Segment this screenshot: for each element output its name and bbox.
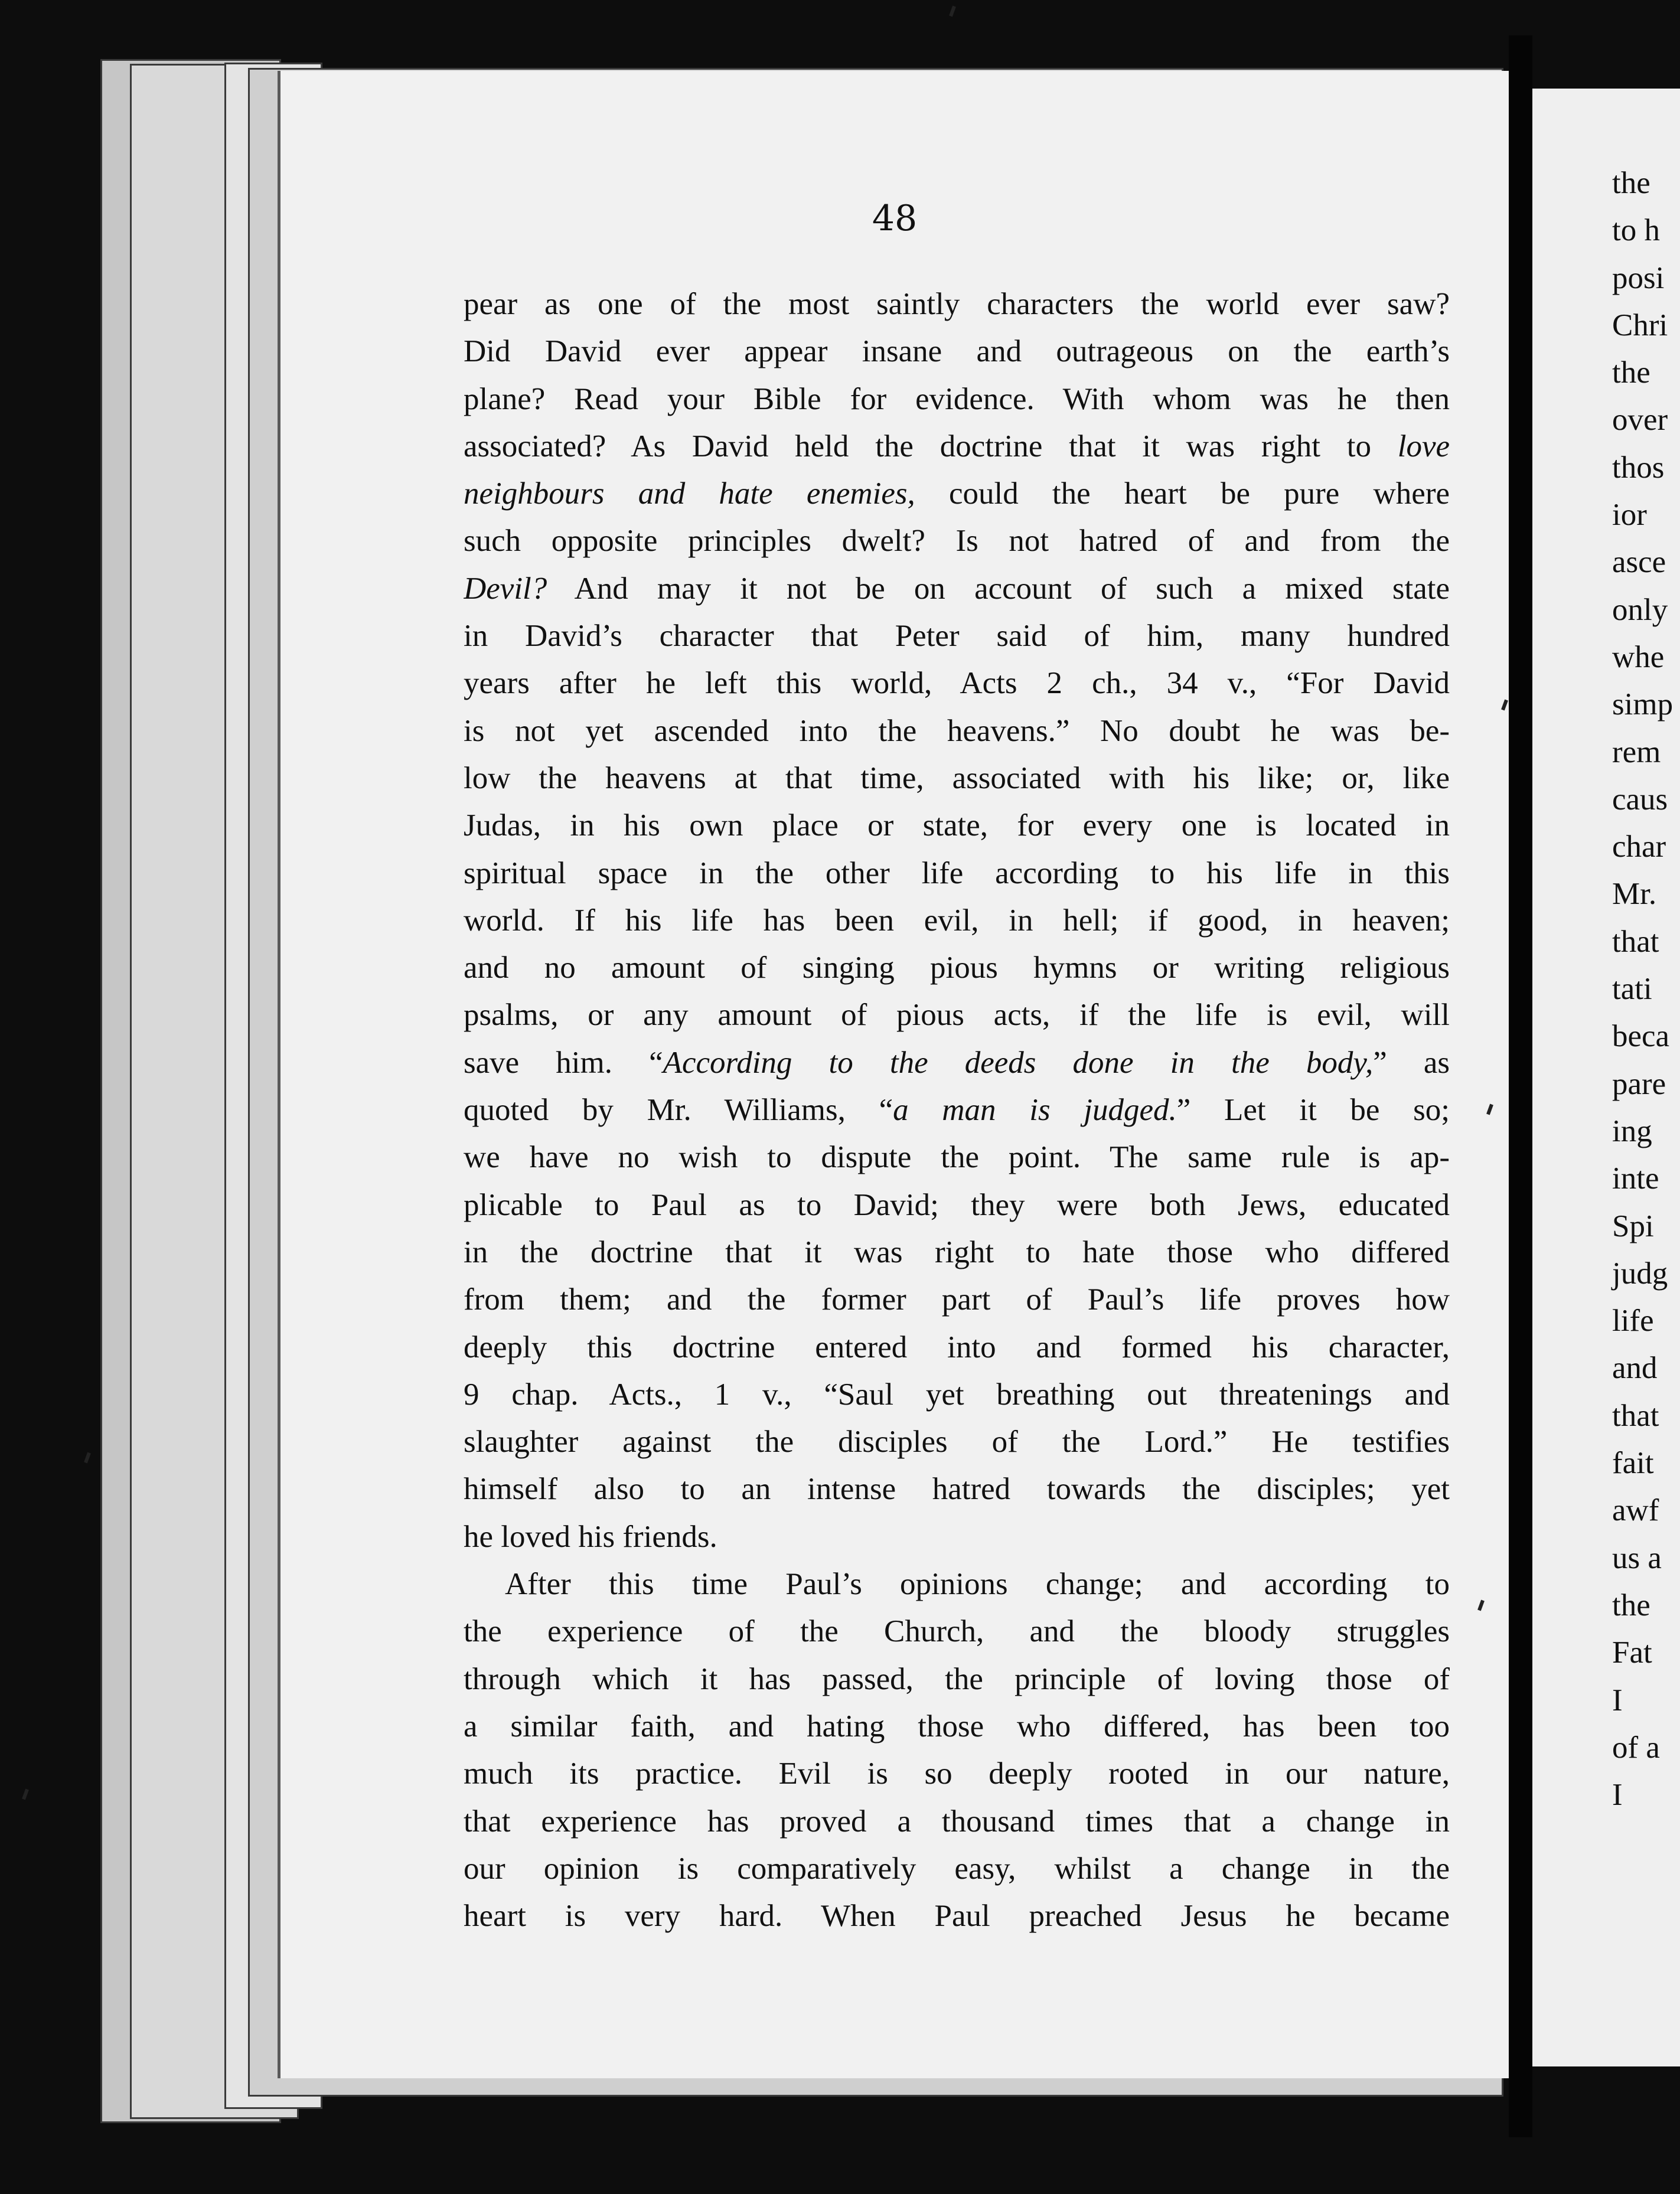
facing-text-line: Fat	[1612, 1635, 1652, 1670]
text-fragment: from them; and the former part of Paul’s life proves how	[464, 1282, 1450, 1317]
text-fragment: world. If his life has been evil, in hell; if good, in heaven;	[464, 903, 1450, 938]
facing-text-line: judg	[1612, 1256, 1668, 1291]
text-line	[464, 1039, 1450, 1086]
text-fragment: years after he left this world, Acts 2 ch., 34 v., “For David	[464, 666, 1450, 701]
text-line	[464, 1798, 1450, 1845]
facing-text-line: the	[1612, 166, 1650, 200]
text-fragment: himself also to an intense hatred towards the disciples; yet	[464, 1472, 1450, 1507]
text-line	[464, 1892, 1450, 1940]
text-line	[464, 1608, 1450, 1655]
text-fragment: pear as one of the most saintly characters the world ever saw?	[464, 287, 1450, 321]
facing-text-line: to h	[1612, 213, 1660, 248]
text-line	[464, 659, 1450, 707]
facing-text-line: awf	[1612, 1493, 1659, 1528]
text-line	[464, 1845, 1450, 1892]
facing-text-line: tati	[1612, 972, 1652, 1007]
facing-text-line: only	[1612, 592, 1668, 627]
facing-text-line: of a	[1612, 1730, 1660, 1765]
text-line	[464, 565, 1450, 612]
text-line	[464, 470, 1450, 517]
facing-text-line: simp	[1612, 687, 1674, 722]
text-line	[464, 612, 1450, 659]
text-fragment: save him. “	[464, 1045, 663, 1080]
facing-text-line: life	[1612, 1304, 1654, 1338]
facing-text-line: rem	[1612, 734, 1661, 769]
text-fragment: much its practice. Evil is so deeply rooted in our nature,	[464, 1756, 1450, 1791]
text-line	[464, 1276, 1450, 1323]
text-fragment: low the heavens at that time, associated with his like; or, like	[464, 760, 1450, 795]
text-line	[464, 1134, 1450, 1181]
facing-text-line: posi	[1612, 260, 1665, 295]
text-line	[464, 850, 1450, 897]
text-fragment: ” Let it be so;	[1176, 1093, 1450, 1128]
facing-text-line: Spi	[1612, 1209, 1654, 1243]
italic-text: Devil?	[464, 571, 547, 606]
text-line	[464, 1513, 1450, 1560]
facing-text-line: the	[1612, 1588, 1650, 1622]
facing-text-line: char	[1612, 830, 1666, 864]
text-line	[464, 1560, 1450, 1608]
text-line	[464, 423, 1450, 470]
facing-text-line: that	[1612, 1398, 1659, 1433]
text-line	[464, 707, 1450, 755]
text-line	[464, 280, 1450, 328]
text-line	[464, 755, 1450, 802]
text-fragment: he loved his friends.	[464, 1519, 717, 1554]
book-gutter	[1509, 35, 1532, 2137]
text-line	[464, 1418, 1450, 1465]
text-fragment: Did David ever appear insane and outrageous on the earth’s	[464, 334, 1450, 369]
facing-text-line: I	[1612, 1778, 1623, 1813]
facing-text-line: ior	[1612, 498, 1647, 533]
facing-text-line: whe	[1612, 639, 1665, 674]
facing-text-line: and	[1612, 1351, 1658, 1386]
text-fragment: heart is very hard. When Paul preached Jesus he became	[464, 1899, 1450, 1934]
text-fragment: and no amount of singing pious hymns or writing religious	[464, 951, 1450, 985]
facing-text-line: us a	[1612, 1540, 1662, 1575]
text-fragment: a similar faith, and hating those who differed, has been too	[464, 1709, 1450, 1744]
text-line	[464, 376, 1450, 423]
facing-page	[1532, 89, 1680, 2066]
text-fragment: we have no wish to dispute the point. The same rule is ap-	[464, 1140, 1450, 1175]
page-body-text	[464, 280, 1450, 1940]
text-line	[464, 1371, 1450, 1418]
text-line	[464, 1656, 1450, 1703]
text-line	[464, 1086, 1450, 1134]
text-line	[464, 1465, 1450, 1513]
book-page	[278, 71, 1509, 2078]
facing-text-line: ing	[1612, 1114, 1652, 1148]
facing-text-line: caus	[1612, 782, 1668, 817]
facing-text-line: thos	[1612, 450, 1665, 485]
scan-speck	[949, 6, 956, 17]
text-line	[464, 1703, 1450, 1750]
facing-text-line: I	[1612, 1683, 1623, 1718]
text-fragment: that experience has proved a thousand times that a change in	[464, 1804, 1450, 1839]
facing-text-line: pare	[1612, 1066, 1666, 1101]
facing-text-line: fait	[1612, 1446, 1654, 1481]
text-fragment: could the heart be pure where	[915, 476, 1450, 511]
text-fragment: associated? As David held the doctrine that it was right to	[464, 429, 1398, 463]
text-line	[464, 897, 1450, 944]
text-fragment: plane? Read your Bible for evidence. With whom was he then	[464, 381, 1450, 416]
page-number: 48	[872, 198, 918, 239]
facing-text-line: asce	[1612, 545, 1666, 580]
text-fragment: After this time Paul’s opinions change; and according to	[505, 1567, 1450, 1602]
text-line	[464, 1229, 1450, 1276]
text-fragment: slaughter against the disciples of the Lord.” He testifies	[464, 1425, 1450, 1460]
text-fragment: the experience of the Church, and the bloody struggles	[464, 1614, 1450, 1649]
italic-text: According to the deeds done in the body,	[663, 1045, 1374, 1080]
text-fragment: in the doctrine that it was right to hate those who differed	[464, 1235, 1450, 1269]
facing-text-line: Chri	[1612, 308, 1668, 342]
text-line	[464, 991, 1450, 1039]
text-fragment: plicable to Paul as to David; they were both Jews, educated	[464, 1187, 1450, 1222]
scan-speck	[22, 1789, 29, 1800]
text-fragment: 9 chap. Acts., 1 v., “Saul yet breathing out threatenings and	[464, 1377, 1450, 1412]
text-fragment: And may it not be on account of such a mixed state	[547, 571, 1450, 606]
text-fragment: in David’s character that Peter said of him, many hundred	[464, 619, 1450, 654]
text-fragment: such opposite principles dwelt? Is not hatred of and from the	[464, 524, 1450, 559]
italic-text: a man is judged.	[893, 1093, 1177, 1128]
text-line	[464, 517, 1450, 564]
text-fragment: is not yet ascended into the heavens.” No doubt he was be-	[464, 713, 1450, 748]
facing-page-text	[1612, 159, 1680, 1818]
facing-text-line: Mr.	[1612, 877, 1657, 912]
facing-text-line: over	[1612, 403, 1668, 438]
text-fragment: spiritual space in the other life according to his life in this	[464, 856, 1450, 890]
text-line	[464, 1750, 1450, 1797]
text-line	[464, 944, 1450, 991]
text-fragment: ” as	[1373, 1045, 1450, 1080]
italic-text: love	[1397, 429, 1450, 463]
text-line	[464, 802, 1450, 849]
text-fragment: our opinion is comparatively easy, whilst a change in the	[464, 1851, 1450, 1886]
text-line	[464, 328, 1450, 375]
text-fragment: deeply this doctrine entered into and formed his character,	[464, 1330, 1450, 1364]
text-line	[464, 1181, 1450, 1229]
text-fragment: psalms, or any amount of pious acts, if the life is evil, will	[464, 998, 1450, 1033]
text-fragment: through which it has passed, the principle of loving those of	[464, 1661, 1450, 1696]
italic-text: neighbours and hate enemies,	[464, 476, 915, 511]
scan-speck	[84, 1452, 91, 1464]
text-line	[464, 1324, 1450, 1371]
text-fragment: Judas, in his own place or state, for every one is located in	[464, 808, 1450, 843]
facing-text-line: the	[1612, 355, 1650, 390]
text-fragment: quoted by Mr. Williams, “	[464, 1093, 893, 1128]
facing-text-line: beca	[1612, 1019, 1670, 1054]
facing-text-line: that	[1612, 924, 1659, 959]
facing-text-line: inte	[1612, 1161, 1659, 1196]
